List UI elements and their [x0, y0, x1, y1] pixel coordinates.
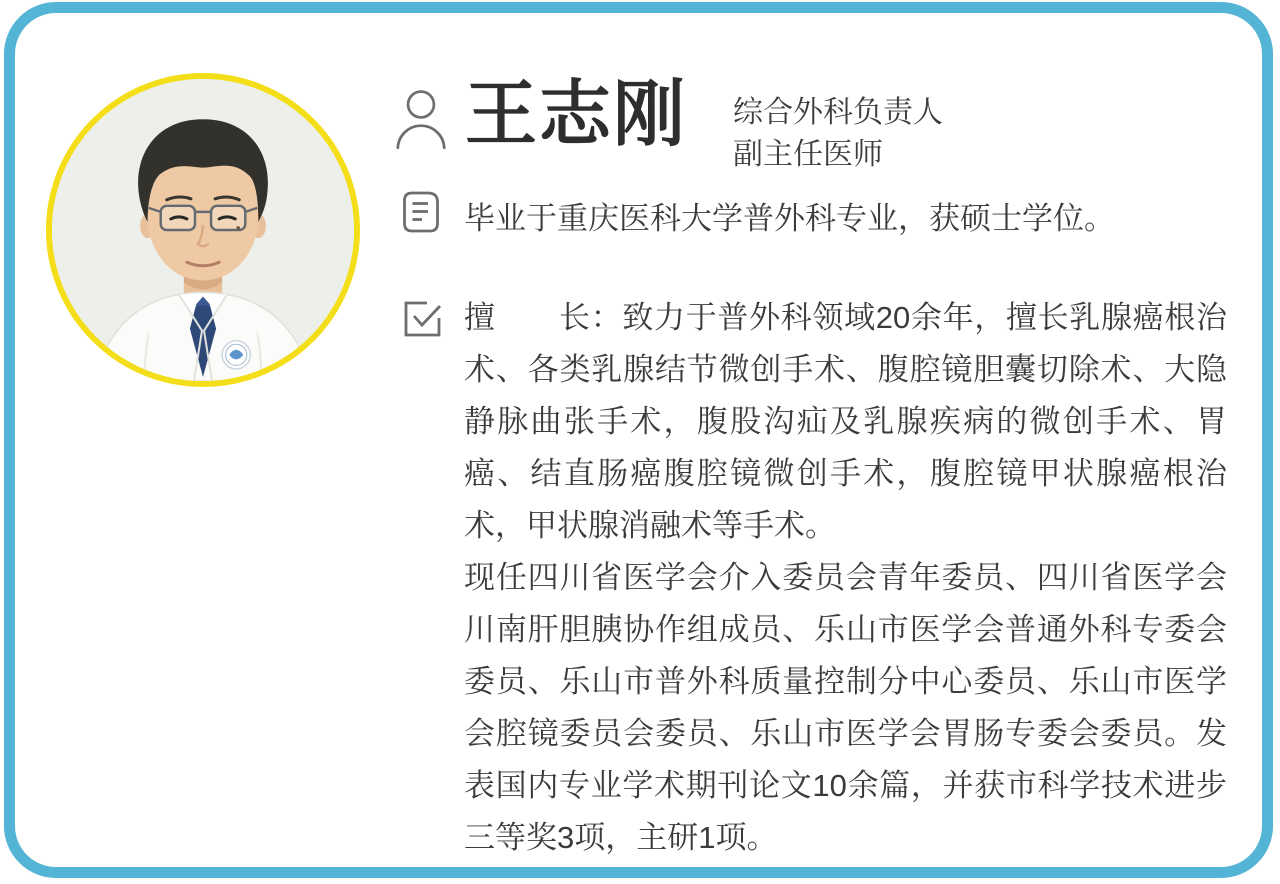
doctor-titles: [733, 92, 943, 176]
expertise-paragraph: [464, 292, 1227, 552]
doctor-title-rank: 副主任医师: [733, 138, 883, 171]
document-icon: [401, 190, 441, 237]
profile-card: [4, 2, 1273, 878]
doctor-bio: [464, 292, 1227, 864]
doctor-title-department: 综合外科负责人: [733, 96, 943, 129]
expertise-text: 致力于普外科领域20余年，擅长乳腺癌根治术、各类乳腺结节微创手术、腹腔镜胆囊切除术、大隐静脉曲张手术，腹股沟疝及乳腺疾病的微创手术、胃癌、结直肠癌腹腔镜微创手术，腹腔镜甲状腺癌根治术，甲状腺消融术等手术。: [464, 300, 1227, 543]
doctor-photo: [46, 73, 360, 387]
doctor-name: 王志刚: [465, 75, 688, 155]
person-icon: [395, 89, 447, 151]
doctor-portrait-illustration: [52, 79, 354, 381]
memberships-paragraph: 现任四川省医学会介入委员会青年委员、四川省医学会川南肝胆胰协作组成员、乐山市医学会普通外科专委会委员、乐山市普外科质量控制分中心委员、乐山市医学会腔镜委员会委员、乐山市医学会胃肠专委会委员。发表国内专业学术期刊论文10余篇，并获市科学技术进步三等奖3项，主研1项。: [464, 560, 1227, 855]
expertise-label: 擅 长：: [464, 300, 623, 335]
education-text: 毕业于重庆医科大学普外科专业，获硕士学位。: [464, 201, 1115, 236]
checkbox-icon: [401, 299, 443, 341]
